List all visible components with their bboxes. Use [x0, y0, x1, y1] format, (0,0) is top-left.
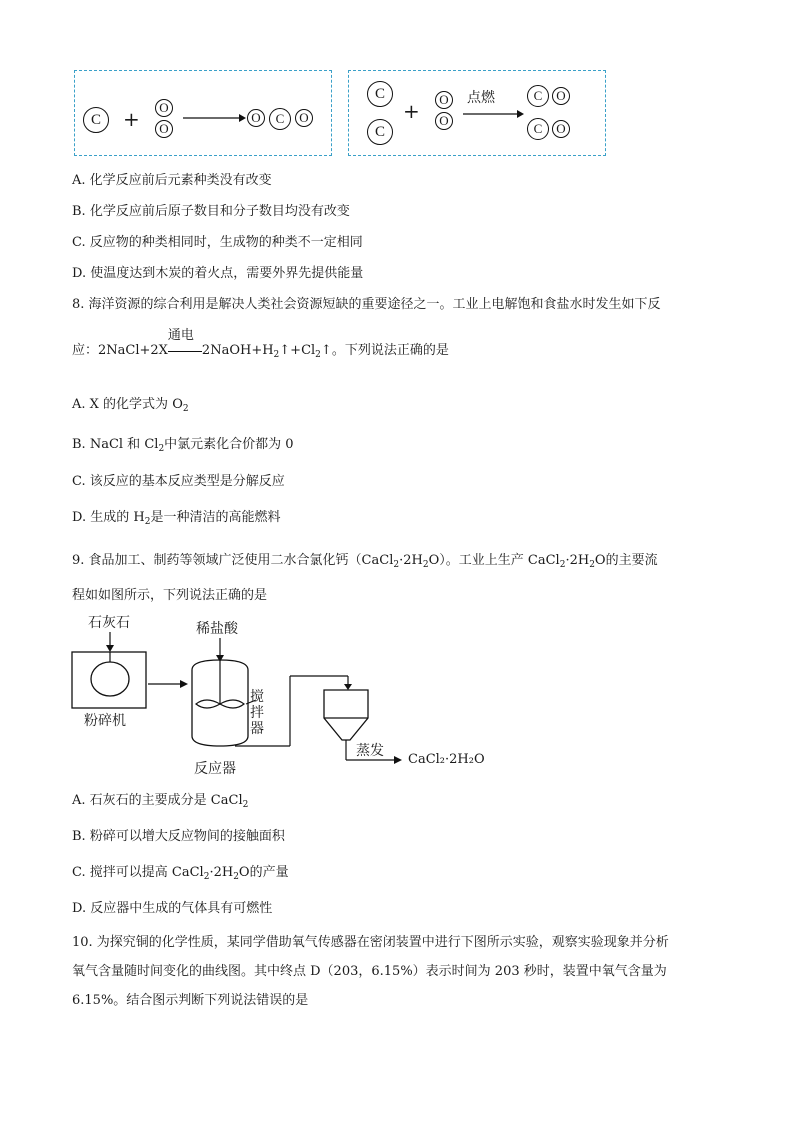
reaction-arrow — [181, 111, 247, 125]
option-text: A. 石灰石的主要成分是 — [72, 793, 211, 808]
formula: ·2H — [565, 553, 590, 568]
q8-equation-line — [72, 327, 449, 364]
product-label: CaCl₂·2H₂O — [408, 752, 485, 767]
carbon-atom: C — [367, 119, 393, 145]
subscript: 2 — [393, 560, 400, 570]
stirrer-label-2: 拌 — [250, 705, 264, 721]
oxygen-atom: O — [552, 120, 570, 138]
gas-arrow: ↑ — [320, 343, 332, 358]
reaction-diagram-right — [348, 70, 606, 156]
equation-line — [168, 351, 202, 352]
reaction-diagram-left — [74, 70, 332, 156]
q9-option-b: B. 粉碎可以增大反应物间的接触面积 — [72, 829, 285, 844]
plus-sign: + — [403, 99, 420, 123]
stem-text: ）。工业上生产 — [439, 553, 528, 568]
q9-stem-line1 — [72, 552, 658, 574]
q8-stem: 8. 海洋资源的综合利用是解决人类社会资源短缺的重要途径之一。工业上电解饱和食盐水时发生如下反 — [72, 297, 661, 312]
formula: O — [594, 553, 606, 568]
subscript: 2 — [144, 517, 151, 527]
q10-stem-line3: 6.15%。结合图示判断下列说法错误的是 — [72, 993, 309, 1008]
option-text: 是一种清洁的高能燃料 — [150, 510, 281, 525]
crusher-label: 粉碎机 — [84, 713, 126, 729]
reaction-condition: 点燃 — [467, 90, 495, 106]
option-text: A. X 的化学式为 — [72, 397, 173, 412]
subscript: 2 — [589, 560, 595, 570]
stirrer-label-1: 搅 — [250, 689, 264, 705]
reaction-arrow — [461, 107, 525, 121]
equation-condition-arrow — [167, 327, 202, 358]
option-text: 的产量 — [249, 865, 289, 880]
q10-stem-line1: 10. 为探究铜的化学性质，某同学借助氧气传感器在密闭装置中进行下图所示实验，观察实验现象并分析 — [72, 935, 669, 950]
q7-option-b: B. 化学反应前后原子数目和分子数目均没有改变 — [72, 204, 350, 219]
q8-stem-suffix: 。下列说法正确的是 — [331, 343, 449, 358]
subscript: 2 — [422, 560, 429, 570]
q8-condition: 通电 — [167, 327, 194, 343]
option-text: D. 生成的 — [72, 510, 134, 525]
subscript: 2 — [233, 872, 239, 882]
formula: CaCl — [527, 553, 560, 568]
q9-option-c — [72, 864, 289, 886]
stirrer-label-3: 器 — [250, 721, 264, 737]
oxygen-atom: O — [295, 109, 313, 127]
q8-option-b — [72, 436, 294, 458]
q8-equation-reactants: 应：2NaCl+2X — [72, 343, 168, 358]
q8-equation-products: 2NaOH+H — [201, 343, 274, 358]
limestone-label: 石灰石 — [88, 615, 130, 631]
formula: CaCl — [171, 865, 204, 880]
formula: ·2H — [399, 553, 423, 568]
subscript: 2 — [203, 872, 210, 882]
formula: O — [172, 397, 183, 412]
oxygen-atom: O — [435, 91, 453, 109]
oxygen-atom: O — [155, 99, 173, 117]
option-text: B. NaCl 和 — [72, 437, 145, 452]
subscript: 2 — [273, 350, 280, 360]
q9-stem-line2: 程如如图所示，下列说法正确的是 — [72, 588, 268, 603]
process-flow-diagram — [60, 612, 520, 782]
q8-option-c: C. 该反应的基本反应类型是分解反应 — [72, 474, 285, 489]
formula: O — [428, 553, 440, 568]
subscript: 2 — [559, 560, 566, 570]
acid-label: 稀盐酸 — [196, 621, 238, 637]
q7-option-d: D. 使温度达到木炭的着火点，需要外界先提供能量 — [72, 266, 364, 281]
stem-text: 9. 食品加工、制药等领域广泛使用二水合氯化钙（ — [72, 553, 362, 568]
q10-stem-line2: 氧气含量随时间变化的曲线图。其中终点 D（203，6.15%）表示时间为 203 秒时，装置中氧气含量为 — [72, 964, 667, 979]
subscript: 2 — [315, 350, 321, 360]
oxygen-atom: O — [435, 112, 453, 130]
oxygen-atom: O — [552, 87, 570, 105]
carbon-atom: C — [367, 81, 393, 107]
formula: ·2H — [209, 865, 234, 880]
oxygen-atom: O — [247, 109, 265, 127]
q8-option-a — [72, 396, 189, 418]
formula: Cl — [144, 437, 159, 452]
formula: CaCl — [210, 793, 243, 808]
q9-option-a — [72, 792, 248, 814]
formula: CaCl — [361, 553, 394, 568]
plus-sign: + — [123, 107, 140, 131]
formula: H — [133, 510, 145, 525]
reactor-label: 反应器 — [194, 761, 236, 777]
gas-arrow: ↑+Cl — [279, 343, 316, 358]
carbon-atom: C — [527, 85, 549, 107]
formula: O — [238, 865, 250, 880]
carbon-atom: C — [527, 118, 549, 140]
carbon-atom: C — [83, 107, 109, 133]
carbon-atom: C — [269, 108, 291, 130]
oxygen-atom: O — [155, 120, 173, 138]
option-text: 中氯元素化合价都为 0 — [164, 437, 294, 452]
subscript: 2 — [158, 444, 165, 454]
q9-option-d: D. 反应器中生成的气体具有可燃性 — [72, 901, 273, 916]
stem-text: 的主要流 — [605, 553, 658, 568]
option-text: C. 搅拌可以提高 — [72, 865, 172, 880]
q7-option-a: A. 化学反应前后元素种类没有改变 — [72, 173, 272, 188]
evaporate-label: 蒸发 — [356, 743, 384, 759]
subscript: 2 — [182, 404, 189, 414]
subscript: 2 — [242, 800, 249, 810]
q7-option-c: C. 反应物的种类相同时，生成物的种类不一定相同 — [72, 235, 363, 250]
q8-option-d — [72, 509, 280, 531]
